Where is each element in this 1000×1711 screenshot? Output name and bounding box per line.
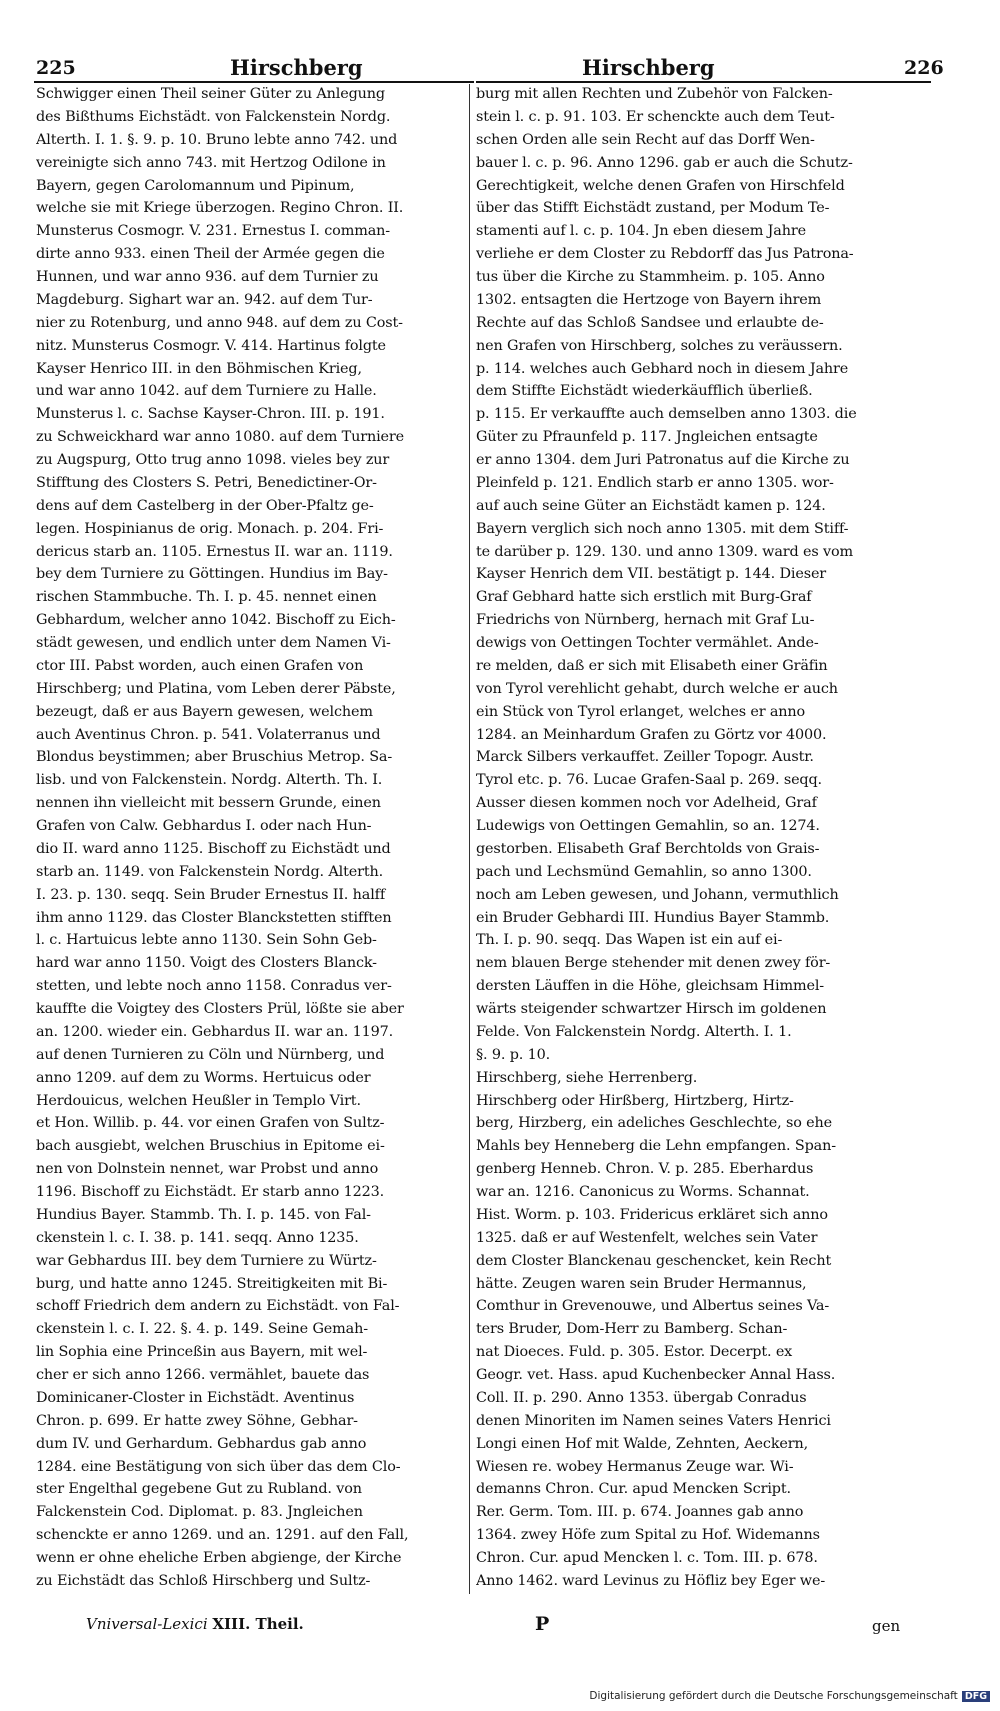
text-line: nen Grafen von Hirschberg, solches zu veräussern.: [476, 337, 843, 354]
digitization-credit: [589, 1690, 990, 1702]
text-line: Rer. Germ. Tom. III. p. 674. Joannes gab anno: [476, 1504, 804, 1521]
text-line: war an. 1216. Canonicus zu Worms. Schannat.: [476, 1184, 810, 1200]
text-line: schoff Friedrich dem andern zu Eichstädt. von Fal-: [36, 1298, 400, 1315]
text-line: Bayern, gegen Carolomannum und Pipinum,: [36, 177, 355, 194]
text-line: Comthur in Grevenouwe, und Albertus seines Va-: [476, 1298, 830, 1315]
text-line: Chron. Cur. apud Mencken l. c. Tom. III. p. 678.: [476, 1550, 818, 1566]
credit-text: Digitalisierung gefördert durch die Deutsche Forschungsgemeinschaft: [589, 1690, 958, 1702]
text-line: hard war anno 1150. Voigt des Closters Blanck-: [36, 955, 377, 972]
text-line: demanns Chron. Cur. apud Mencken Script.: [476, 1481, 791, 1498]
text-line: wärts steigender schwartzer Hirsch im goldenen: [476, 1001, 827, 1017]
text-line: dio II. ward anno 1125. Bischoff zu Eichstädt und: [36, 840, 391, 857]
text-line: nennen ihn vielleicht mit bessern Grunde, einen: [36, 795, 381, 812]
text-line: 1284. an Meinhardum Grafen zu Görtz vor 4000.: [476, 726, 827, 743]
text-line: auch Aventinus Chron. p. 541. Volaterranus und: [36, 726, 381, 743]
text-line: stamenti auf l. c. p. 104. Jn eben diesem Jahre: [476, 223, 806, 240]
text-line: Marck Silbers verkauffet. Zeiller Topogr. Austr.: [476, 749, 814, 766]
text-line: Th. I. p. 90. seqq. Das Wapen ist ein auf ei-: [476, 932, 783, 949]
text-line: bey dem Turniere zu Göttingen. Hundius im Bay-: [36, 566, 388, 583]
text-line: 1302. entsagten die Hertzoge von Bayern ihrem: [476, 291, 822, 308]
text-line: Hirschberg; und Platina, vom Leben derer Päbste,: [36, 680, 396, 697]
signature-mark: P: [535, 1613, 550, 1635]
text-line: 1284. eine Bestätigung von sich über das dem Clo-: [36, 1458, 401, 1475]
text-line: ster Engelthal gegebene Gut zu Rubland. von: [36, 1481, 362, 1498]
text-line: wenn er ohne eheliche Erben abgienge, der Kirche: [36, 1550, 402, 1566]
text-line: dem Closter Blanckenau geschencket, kein Recht: [476, 1252, 832, 1269]
text-line: §. 9. p. 10.: [476, 1046, 551, 1063]
text-line: dem Stiffte Eichstädt wiederkäufflich überließ.: [476, 383, 813, 400]
text-line: auf auch seine Güter an Eichstädt kamen p. 124.: [476, 497, 826, 514]
text-line: 1196. Bischoff zu Eichstädt. Er starb anno 1223.: [36, 1184, 385, 1200]
text-line: Gebhardum, welcher anno 1042. Bischoff zu Eich-: [36, 612, 396, 629]
text-line: Schwigger einen Theil seiner Güter zu Anlegung: [36, 86, 385, 102]
text-line: Ludewigs von Oettingen Gemahlin, so an. 1274.: [476, 818, 820, 834]
text-line: kauffte die Voigtey des Closters Prül, lößte sie aber: [36, 1001, 404, 1017]
text-line: stetten, und lebte noch anno 1158. Conradus ver-: [36, 978, 392, 995]
text-line: des Bißthums Eichstädt. von Falckenstein Nordg.: [36, 108, 391, 125]
text-line: Rechte auf das Schloß Sandsee und erlaubte de-: [476, 314, 824, 331]
text-line: l. c. Hartuicus lebte anno 1130. Sein Sohn Geb-: [36, 932, 377, 949]
text-line: Dominicaner-Closter in Eichstädt. Aventinus: [36, 1389, 355, 1406]
text-line: und war anno 1042. auf dem Turniere zu Halle.: [36, 383, 377, 400]
text-line: p. 115. Er verkauffte auch demselben anno 1303. die: [476, 406, 857, 423]
text-line: genberg Henneb. Chron. V. p. 285. Eberhardus: [476, 1161, 814, 1178]
text-line: Mahls bey Henneberg die Lehn empfangen. Span-: [476, 1138, 836, 1155]
dfg-logo: DFG: [962, 1691, 990, 1702]
text-line: dewigs von Oettingen Tochter vermählet. Ande-: [476, 635, 819, 651]
text-line: dirte anno 933. einen Theil der Armée gegen die: [36, 246, 385, 263]
text-line: Graf Gebhard hatte sich erstlich mit Burg-Graf: [476, 589, 812, 606]
text-line: Anno 1462. ward Levinus zu Höfliz bey Eger we-: [476, 1572, 826, 1589]
text-line: Munsterus l. c. Sachse Kayser-Chron. III. p. 191.: [36, 406, 385, 423]
text-line: Felde. Von Falckenstein Nordg. Alterth. I. 1.: [476, 1023, 792, 1040]
text-line: Pleinfeld p. 121. Endlich starb er anno 1305. wor-: [476, 474, 834, 491]
text-line: verliehe er dem Closter zu Rebdorff das Jus Patrona-: [476, 246, 854, 263]
text-line: an. 1200. wieder ein. Gebhardus II. war an. 1197.: [36, 1023, 394, 1040]
text-line: ckenstein l. c. I. 38. p. 141. seqq. Anno 1235.: [36, 1229, 359, 1246]
text-line: ckenstein l. c. I. 22. §. 4. p. 149. Seine Gemah-: [36, 1321, 368, 1338]
text-line: nat Dioeces. Fuld. p. 305. Estor. Decerpt. ex: [476, 1344, 793, 1361]
text-line: starb an. 1149. von Falckenstein Nordg. Alterth.: [36, 863, 384, 880]
text-line: legen. Hospinianus de orig. Monach. p. 204. Fri-: [36, 520, 384, 537]
text-line: Falckenstein Cod. Diplomat. p. 83. Jngleichen: [36, 1504, 363, 1521]
text-line: bezeugt, daß er aus Bayern gewesen, welchem: [36, 703, 373, 720]
text-line: ihm anno 1129. das Closter Blanckstetten stifften: [36, 909, 392, 926]
text-line: Hunnen, und war anno 936. auf dem Turnier zu: [36, 269, 379, 285]
text-line: lisb. und von Falckenstein. Nordg. Alterth. Th. I.: [36, 772, 383, 789]
text-line: vereinigte sich anno 743. mit Hertzog Odilone in: [36, 154, 386, 171]
text-line: nem blauen Berge stehender mit denen zwey för-: [476, 955, 831, 972]
text-line: p. 114. welches auch Gebhard noch in diesem Jahre: [476, 360, 849, 377]
text-line: ctor III. Pabst worden, auch einen Grafen von: [36, 657, 364, 674]
text-line: ters Bruder, Dom-Herr zu Bamberg. Schan-: [476, 1321, 788, 1338]
text-line: Friedrichs von Nürnberg, hernach mit Graf Lu-: [476, 612, 815, 629]
text-line: tus über die Kirche zu Stammheim. p. 105. Anno: [476, 269, 825, 285]
text-line: noch am Leben gewesen, und Johann, vermuthlich: [476, 886, 839, 903]
text-line: welche sie mit Kriege überzogen. Regino Chron. II.: [36, 200, 404, 217]
text-line: nier zu Rotenburg, und anno 948. auf dem zu Cost-: [36, 314, 403, 331]
text-line: Herdouicus, welchen Heußler in Templo Virt.: [36, 1092, 361, 1109]
text-line: ein Bruder Gebhardi III. Hundius Bayer Stammb.: [476, 909, 830, 926]
text-line: Grafen von Calw. Gebhardus I. oder nach Hun-: [36, 818, 372, 834]
text-line: über das Stifft Eichstädt zustand, per Modum Te-: [476, 200, 830, 217]
text-line: schen Orden alle sein Recht auf das Dorff Wen-: [476, 131, 815, 148]
text-line: Magdeburg. Sighart war an. 942. auf dem Tur-: [36, 291, 373, 308]
text-line: 1325. daß er auf Westenfelt, welches sein Vater: [476, 1229, 818, 1246]
text-line: bauer l. c. p. 96. Anno 1296. gab er auch die Schutz-: [476, 154, 853, 171]
text-line: dericus starb an. 1105. Ernestus II. war an. 1119.: [36, 543, 393, 560]
text-line: hätte. Zeugen waren sein Bruder Hermannus,: [476, 1275, 807, 1292]
text-line: zu Schweickhard war anno 1080. auf dem Turniere: [36, 429, 404, 446]
text-line: ein Stück von Tyrol erlanget, welches er anno: [476, 703, 806, 720]
text-line: dersten Läuffen in die Höhe, gleichsam Himmel-: [476, 978, 825, 995]
text-line: burg, und hatte anno 1245. Streitigkeiten mit Bi-: [36, 1275, 388, 1292]
text-line: stein l. c. p. 91. 103. Er schenckte auch dem Teut-: [476, 108, 835, 125]
text-line: Geogr. vet. Hass. apud Kuchenbecker Annal Hass.: [476, 1367, 836, 1383]
text-line: Hist. Worm. p. 103. Fridericus erkläret sich anno: [476, 1206, 828, 1223]
text-line: schenckte er anno 1269. und an. 1291. auf den Fall,: [36, 1527, 409, 1544]
text-line: Güter zu Pfraunfeld p. 117. Jngleichen entsagte: [476, 429, 818, 446]
text-line: von Tyrol verehlicht gehabt, durch welche er auch: [476, 680, 838, 697]
text-line: Kayser Henrich dem VII. bestätigt p. 144. Dieser: [476, 566, 827, 583]
signature-line: [86, 1615, 304, 1633]
text-line: Stifftung des Closters S. Petri, Benedictiner-Or-: [36, 474, 377, 491]
text-line: er anno 1304. dem Juri Patronatus auf die Kirche zu: [476, 452, 850, 468]
right-text-column: [476, 83, 920, 1593]
text-line: gestorben. Elisabeth Graf Berchtolds von Grais-: [476, 840, 820, 857]
text-line: Tyrol etc. p. 76. Lucae Grafen-Saal p. 269. seqq.: [476, 772, 822, 789]
text-line: Gerechtigkeit, welche denen Grafen von Hirschfeld: [476, 177, 845, 194]
column-divider: [469, 84, 470, 1594]
left-page-number: 225: [36, 57, 76, 79]
text-line: re melden, daß er sich mit Elisabeth einer Gräfin: [476, 657, 828, 674]
text-line: bach ausgiebt, welchen Bruschius in Epitome ei-: [36, 1138, 385, 1155]
text-line: zu Augspurg, Otto trug anno 1098. vieles bey zur: [36, 452, 390, 468]
catchword: gen: [872, 1617, 901, 1635]
text-line: Alterth. I. 1. §. 9. p. 10. Bruno lebte anno 742. und: [36, 131, 398, 148]
text-line: Kayser Henrico III. in den Böhmischen Krieg,: [36, 360, 362, 377]
text-line: Longi einen Hof mit Walde, Zehnten, Aeckern,: [476, 1435, 809, 1452]
signature-volume: XIII. Theil.: [212, 1615, 304, 1633]
text-line: et Hon. Willib. p. 44. vor einen Grafen von Sultz-: [36, 1115, 385, 1132]
text-line: berg, Hirzberg, ein adeliches Geschlechte, so ehe: [476, 1115, 833, 1132]
text-line: Wiesen re. wobey Hermanus Zeuge war. Wi-: [476, 1458, 794, 1475]
text-line: Bayern verglich sich noch anno 1305. mit dem Stiff-: [476, 520, 849, 537]
text-line: war Gebhardus III. bey dem Turniere zu Würtz-: [36, 1252, 377, 1269]
text-line: I. 23. p. 130. seqq. Sein Bruder Ernestus II. halff: [36, 886, 386, 903]
right-running-title: Hirschberg: [582, 55, 715, 80]
text-line: Blondus beystimmen; aber Bruschius Metrop. Sa-: [36, 749, 393, 766]
text-line: Hirschberg, siehe Herrenberg.: [476, 1069, 698, 1086]
text-line: burg mit allen Rechten und Zubehör von Falcken-: [476, 86, 833, 102]
text-line: zu Eichstädt das Schloß Hirschberg und Sultz-: [36, 1572, 371, 1589]
text-line: Coll. II. p. 290. Anno 1353. übergab Conradus: [476, 1389, 807, 1406]
signature-italic: Vniversal-Lexici: [86, 1615, 208, 1633]
text-line: dens auf dem Castelberg in der Ober-Pfaltz ge-: [36, 497, 374, 514]
right-page-number: 226: [904, 57, 944, 79]
text-line: 1364. zwey Höfe zum Spital zu Hof. Widemanns: [476, 1527, 820, 1544]
text-line: auf denen Turnieren zu Cöln und Nürnberg, und: [36, 1046, 385, 1063]
text-line: nen von Dolnstein nennet, war Probst und anno: [36, 1161, 379, 1178]
text-line: Ausser diesen kommen noch vor Adelheid, Graf: [476, 795, 817, 812]
text-line: städt gewesen, und endlich unter dem Namen Vi-: [36, 635, 391, 651]
text-line: pach und Lechsmünd Gemahlin, so anno 1300.: [476, 863, 812, 880]
text-line: cher er sich anno 1266. vermählet, bauete das: [36, 1367, 370, 1383]
left-text-column: [36, 83, 468, 1593]
text-line: Hundius Bayer. Stammb. Th. I. p. 145. von Fal-: [36, 1206, 371, 1223]
text-line: Munsterus Cosmogr. V. 231. Ernestus I. comman-: [36, 223, 390, 240]
text-line: lin Sophia eine Princeßin aus Bayern, mit wel-: [36, 1344, 368, 1361]
text-line: rischen Stammbuche. Th. I. p. 45. nennet einen: [36, 589, 377, 606]
text-line: Chron. p. 699. Er hatte zwey Söhne, Gebhar-: [36, 1412, 358, 1429]
left-running-title: Hirschberg: [230, 55, 363, 80]
text-line: te darüber p. 129. 130. und anno 1309. ward es vom: [476, 543, 854, 560]
text-line: dum IV. und Gerhardum. Gebhardus gab anno: [36, 1435, 367, 1452]
text-line: nitz. Munsterus Cosmogr. V. 414. Hartinus folgte: [36, 337, 386, 354]
text-line: anno 1209. auf dem zu Worms. Hertuicus oder: [36, 1069, 371, 1086]
text-line: denen Minoriten im Namen seines Vaters Henrici: [476, 1412, 831, 1429]
text-line: Hirschberg oder Hirßberg, Hirtzberg, Hirtz-: [476, 1092, 794, 1109]
